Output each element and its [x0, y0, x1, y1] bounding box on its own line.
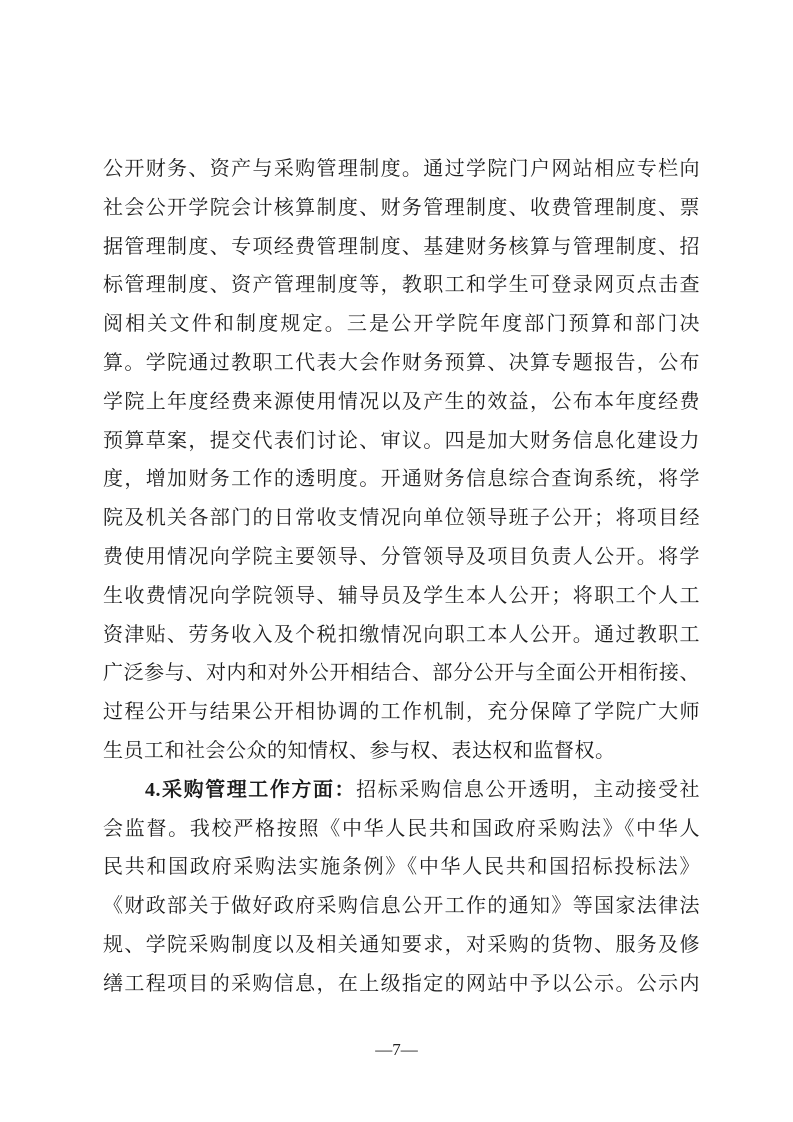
document-line: 生员工和社会公众的知情权、参与权、表达权和监督权。: [103, 739, 616, 762]
document-line: 缮工程项目的采购信息，在上级指定的网站中予以公示。公示内: [103, 972, 700, 995]
document-line: 民共和国政府采购法实施条例》《中华人民共和国招标投标法》: [103, 856, 700, 879]
document-line: 会监督。我校严格按照《中华人民共和国政府采购法》《中华人: [103, 817, 700, 840]
document-line: 公开财务、资产与采购管理制度。通过学院门户网站相应专栏向: [103, 158, 700, 180]
paragraph-heading-bold: 4.采购管理工作方面：: [145, 778, 357, 801]
document-line: 生收费情况向学院领导、辅导员及学生本人公开；将职工个人工: [103, 584, 700, 607]
document-line: 规、学院采购制度以及相关通知要求，对采购的货物、服务及修: [103, 933, 700, 956]
document-line: 预算草案，提交代表们讨论、审议。四是加大财务信息化建设力: [103, 429, 700, 452]
document-body: [103, 150, 700, 1004]
document-line: 社会公开学院会计核算制度、财务管理制度、收费管理制度、票: [103, 196, 700, 219]
document-line: 资津贴、劳务收入及个税扣缴情况向职工本人公开。通过教职工: [103, 623, 700, 646]
paragraph-procurement: [103, 771, 700, 1004]
page-number: —7—: [375, 1040, 418, 1059]
paragraph-heading-rest: 招标采购信息公开透明，主动接受社: [356, 778, 700, 801]
document-line: 标管理制度、资产管理制度等，教职工和学生可登录网页点击查: [103, 274, 700, 297]
document-line: 学院上年度经费来源使用情况以及产生的效益，公布本年度经费: [103, 390, 700, 413]
document-line: 费使用情况向学院主要领导、分管领导及项目负责人公开。将学: [103, 545, 700, 568]
document-line: [103, 771, 700, 810]
document-line: 广泛参与、对内和对外公开相结合、部分公开与全面公开相衔接、: [103, 662, 700, 685]
document-line: 度，增加财务工作的透明度。开通财务信息综合查询系统，将学: [103, 468, 700, 491]
document-line: 据管理制度、专项经费管理制度、基建财务核算与管理制度、招: [103, 235, 700, 258]
document-line: 《财政部关于做好政府采购信息公开工作的通知》等国家法律法: [103, 895, 700, 918]
document-line: 院及机关各部门的日常收支情况向单位领导班子公开；将项目经: [103, 507, 700, 530]
document-line: 算。学院通过教职工代表大会作财务预算、决算专题报告，公布: [103, 351, 700, 374]
paragraph-finance-disclosure: [103, 150, 700, 771]
document-line: 过程公开与结果公开相协调的工作机制，充分保障了学院广大师: [103, 701, 700, 724]
document-line: 阅相关文件和制度规定。三是公开学院年度部门预算和部门决: [103, 313, 700, 336]
